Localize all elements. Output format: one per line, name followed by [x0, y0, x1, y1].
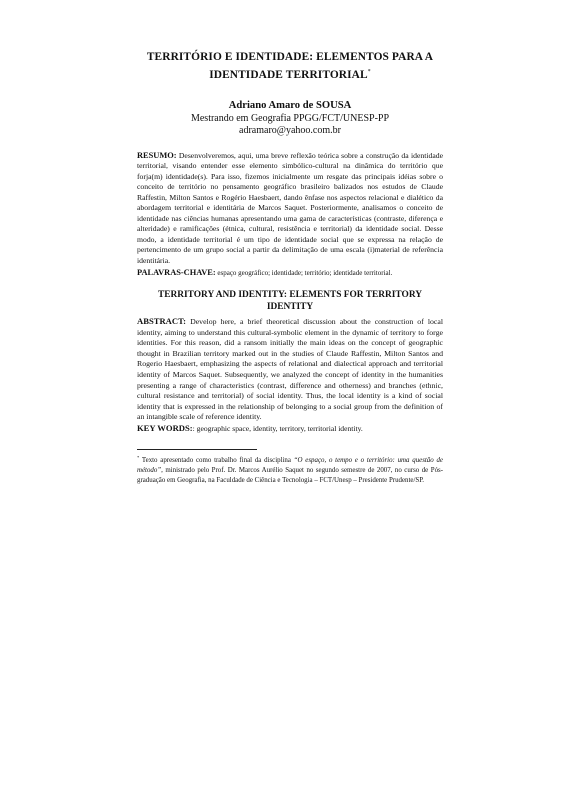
footnote-text-before: Texto apresentado como trabalho final da disciplina — [139, 456, 294, 464]
abstract-label: ABSTRACT: — [137, 316, 187, 326]
english-title-line-2: IDENTITY — [266, 301, 314, 312]
english-title-line-1: TERRITORY AND IDENTITY: ELEMENTS FOR TERRITORY — [157, 290, 423, 300]
resumo-label: RESUMO: — [137, 150, 177, 160]
footnote — [137, 453, 443, 486]
palavras-chave-line — [137, 268, 443, 278]
paper-title — [137, 50, 443, 83]
palavras-chave-label: PALAVRAS-CHAVE: — [137, 268, 216, 277]
paper-first-page — [137, 50, 443, 486]
footnote-italic-title: “O espaço, o tempo e o território: uma questão de método” — [137, 456, 443, 474]
key-words-line — [137, 423, 443, 434]
key-words-text: : geographic space, identity, territory, territorial identity. — [192, 423, 363, 433]
palavras-chave-text: espaço geográfico; identidade; território; identidade territorial. — [215, 269, 393, 277]
footnote-divider — [137, 449, 257, 450]
title-line-1: TERRITÓRIO E IDENTIDADE: ELEMENTOS PARA A — [146, 51, 434, 63]
english-title — [137, 290, 443, 313]
footnote-mark: * — [137, 454, 140, 460]
resumo-text: Desenvolveremos, aqui, uma breve reflexão teórica sobre a construção da identidade territorial, visando entender esse elemento simbólico-cultural na dinâmica do território que forja(m) identidade(s). Para isso, fizemos inicialmente um resgate das principais idéias sobre o conceito de território no pensamento geográfico brasileiro balizados nos estudos de Claude Raffestin, Milton Santos e Rogério Haesbaert, dando ênfase nos aspectos relacional e dialético da abordagem territorial e identitária de Marcos Saquet. Posteriormente, analisamos o conceito de identidade nas ciências humanas apresentando uma gama de características (contraste, diferença e alteridade) e ramificações (étnica, cultural, resistência e territorial) da identidade social. Desse modo, a identidade territorial é um tipo de identidade social que se expressa na relação de pertencimento de um grupo social a partir da delimitação de uma escala (i)material de referência identitária. — [137, 150, 443, 265]
author-block — [137, 100, 443, 138]
title-footnote-mark: * — [367, 69, 371, 75]
abstract-paragraph — [137, 316, 443, 423]
abstract-text: Develop here, a brief theoretical discussion about the construction of local identity, aiming to understand this cultural-symbolic element in the dynamic of territory to forge identities. For this reason, did a ransom initially the main ideas on the concept of geographic thought in Brazilian territory marked out in the studies of Claude Raffestin, Milton Santos and Rogerio Haesbaert, emphasizing the aspects of relational and dialectical approach and territorial identity of Marcos Saquet. Subsequently, we analyzed the concept of identity in the humanities presenting a range of characteristics (contrast, difference and otherness) and branches (ethnic, cultural resistance and territorial) of social identity. Thus, the local identity is a kind of social identity that is expressed in the relationship of belonging to a social group from the definition of an intangible scale of reference identity. — [137, 317, 443, 422]
title-line-2 — [137, 65, 443, 83]
footnote-text-after: , ministrado pelo Prof. Dr. Marcos Aurélio Saquet no segundo semestre de 2007, no curso de Pós-graduação em Geografia, na Faculdade de Ciência e Tecnologia – FCT/Unesp – Presidente Prudente/SP. — [137, 466, 443, 484]
author-name: Adriano Amaro de SOUSA — [228, 100, 352, 111]
key-words-label: KEY WORDS: — [137, 422, 193, 433]
author-email: adramaro@yahoo.com.br — [239, 125, 341, 136]
title-line-2-text: IDENTIDADE TERRITORIAL — [209, 69, 368, 81]
resumo-paragraph — [137, 151, 443, 267]
author-affiliation: Mestrando em Geografia PPGG/FCT/UNESP-PP — [190, 112, 390, 124]
